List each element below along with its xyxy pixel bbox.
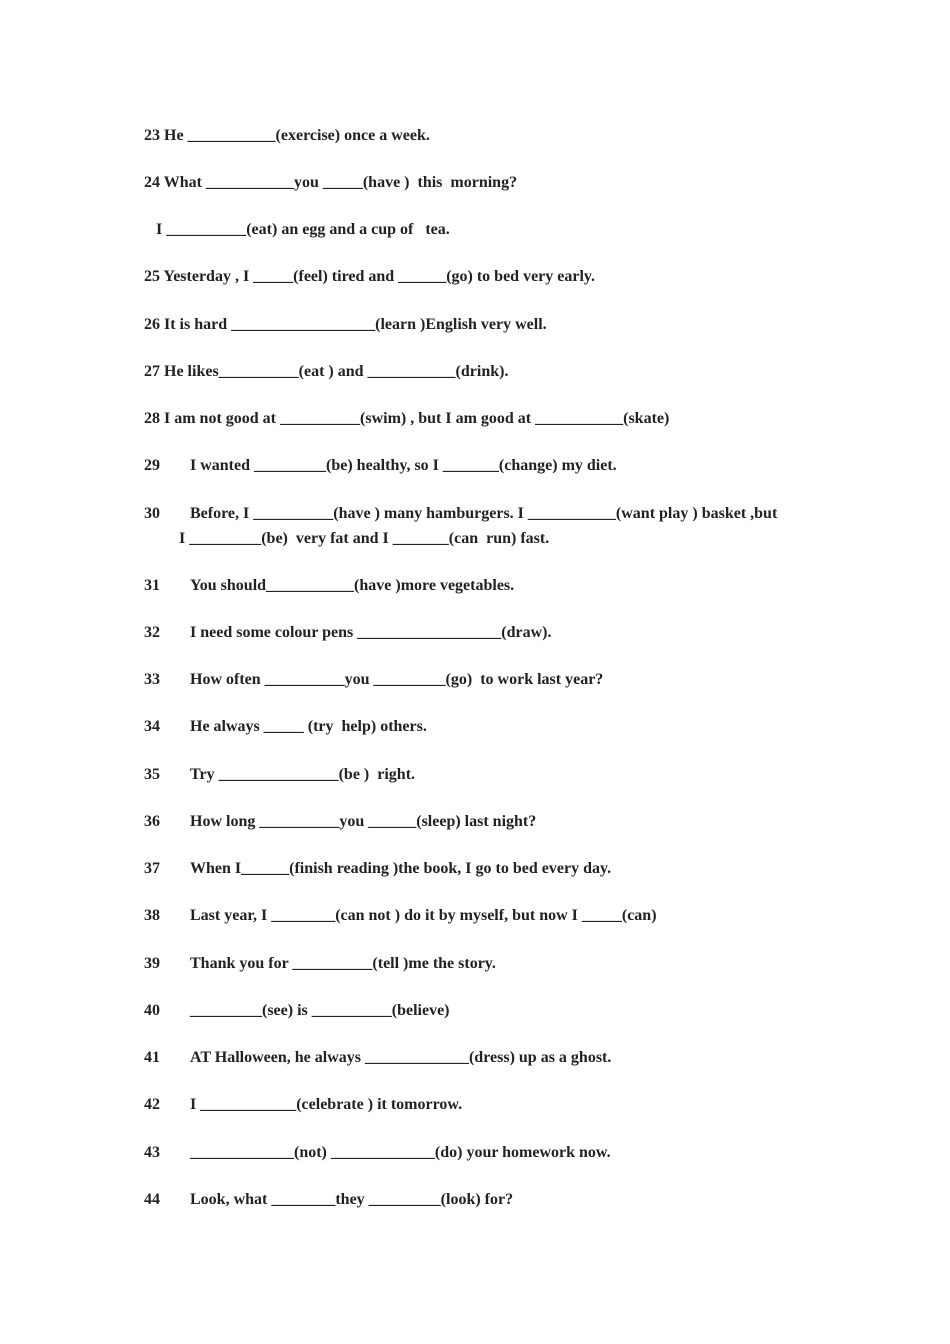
exercise-number: 31 [144,577,160,594]
exercise-number: 36 [144,813,160,830]
exercise-text: How long __________you ______(sleep) last night? [190,813,537,830]
exercise-text: _________(see) is __________(believe) [190,1002,450,1019]
exercise-39 [144,954,496,974]
exercise-number: 29 [144,457,160,474]
exercise-text: Last year, I ________(can not ) do it by myself, but now I _____(can) [190,907,657,924]
exercise-number: 38 [144,907,160,924]
exercise-text: How often __________you _________(go) to work last year? [190,671,604,688]
exercise-text: I _________(be) very fat and I _______(can run) fast. [179,530,550,547]
exercise-text: I wanted _________(be) healthy, so I _______(change) my diet. [190,457,617,474]
exercise-text: I ____________(celebrate ) it tomorrow. [190,1096,463,1113]
exercise-number: 34 [144,718,160,735]
exercise-number: 30 [144,505,160,522]
exercise-41 [144,1048,611,1068]
exercise-40 [144,1001,450,1021]
exercise-text: 25 Yesterday , I _____(feel) tired and ______(go) to bed very early. [144,268,596,285]
exercise-text: _____________(not) _____________(do) your homework now. [190,1144,611,1161]
exercise-text: AT Halloween, he always _____________(dress) up as a ghost. [190,1049,612,1066]
exercise-25 [144,267,595,287]
exercise-text: I need some colour pens __________________(draw). [190,624,552,641]
exercise-31 [144,576,514,596]
exercise-29 [144,456,617,476]
exercise-number: 32 [144,624,160,641]
exercise-35 [144,765,415,785]
exercise-text: 24 What ___________you _____(have ) this morning? [144,174,518,191]
exercise-number: 35 [144,766,160,783]
exercise-number: 43 [144,1144,160,1161]
exercise-text: Look, what ________they _________(look) for? [190,1191,514,1208]
exercise-text: Thank you for __________(tell )me the story. [190,955,496,972]
exercise-38 [144,906,657,926]
exercise-34 [144,717,427,737]
exercise-text: Before, I __________(have ) many hamburgers. I ___________(want play ) basket ,but [190,505,778,522]
exercise-32 [144,623,551,643]
exercise-number: 41 [144,1049,160,1066]
exercise-23 [144,126,430,146]
exercise-number: 37 [144,860,160,877]
exercise-27 [144,362,508,382]
exercise-number: 44 [144,1191,160,1208]
exercise-24-answer-line [156,220,450,240]
exercise-30-continuation [179,529,549,549]
exercise-26 [144,315,547,335]
exercise-42 [144,1095,462,1115]
exercise-number: 33 [144,671,160,688]
exercise-text: 26 It is hard __________________(learn )English very well. [144,316,547,333]
exercise-number: 40 [144,1002,160,1019]
exercise-number: 39 [144,955,160,972]
exercise-text: 28 I am not good at __________(swim) , but I am good at ___________(skate) [144,410,670,427]
exercise-43 [144,1143,611,1163]
exercise-36 [144,812,536,832]
exercise-text: 23 He ___________(exercise) once a week. [144,127,430,144]
exercise-37 [144,859,611,879]
exercise-33 [144,670,603,690]
exercise-28 [144,409,669,429]
exercise-text: I __________(eat) an egg and a cup of tea. [156,221,450,238]
exercise-text: Try _______________(be ) right. [190,766,416,783]
exercise-number: 42 [144,1096,160,1113]
exercise-text: When I______(finish reading )the book, I go to bed every day. [190,860,612,877]
exercise-30 [144,504,777,524]
exercise-text: You should___________(have )more vegetables. [190,577,515,594]
exercise-24 [144,173,517,193]
exercise-44 [144,1190,513,1210]
exercise-text: 27 He likes__________(eat ) and ___________(drink). [144,363,509,380]
exercise-text: He always _____ (try help) others. [190,718,427,735]
